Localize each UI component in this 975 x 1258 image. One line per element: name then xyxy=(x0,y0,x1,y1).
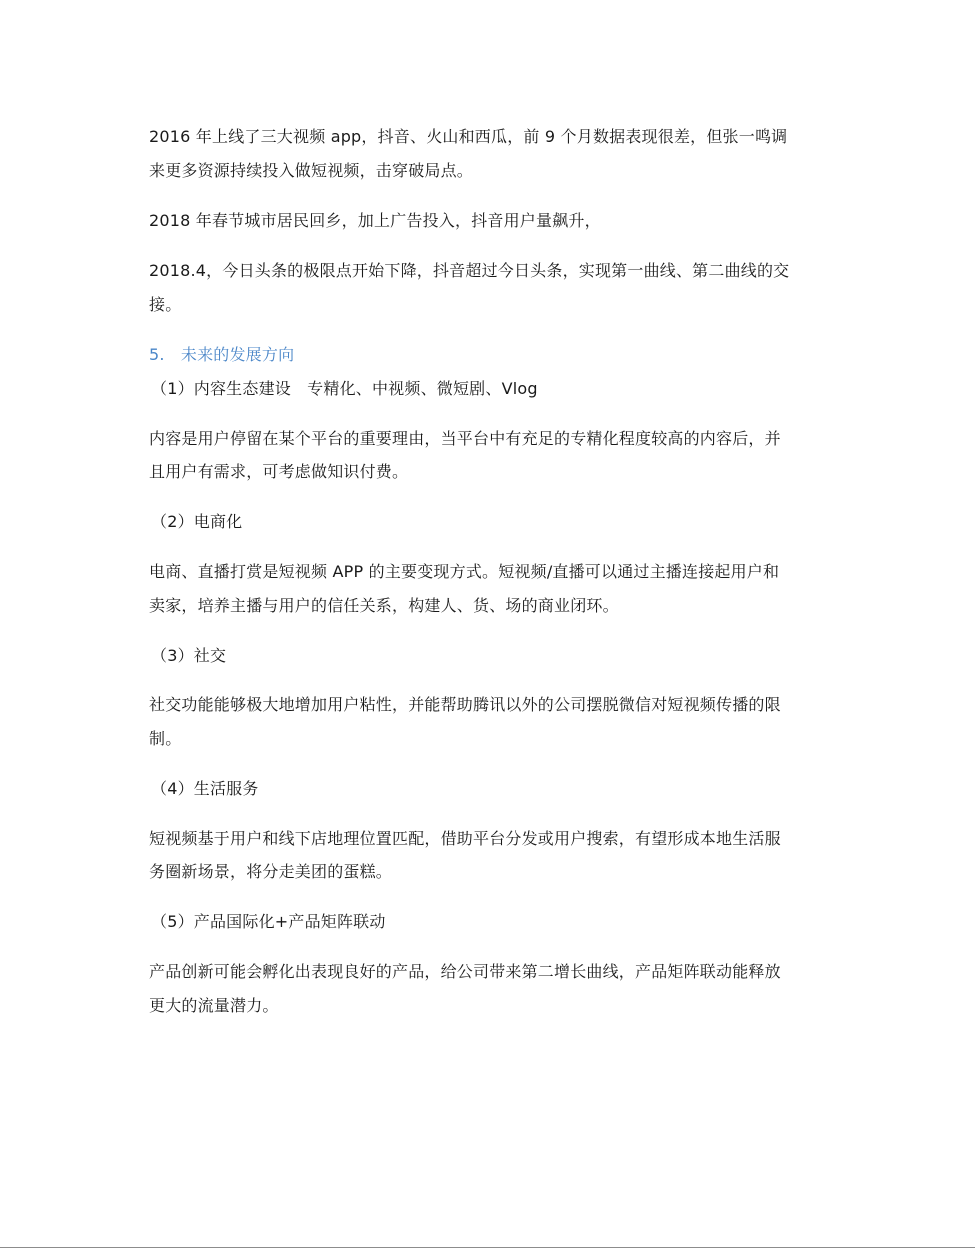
paragraph-line: 电商、直播打赏是短视频 APP 的主要变现方式。短视频/直播可以通过主播连接起用户和 xyxy=(149,562,780,581)
paragraph-line: 2018.4，今日头条的极限点开始下降，抖音超过今日头条，实现第一曲线、第二曲线的交 xyxy=(149,261,790,280)
paragraph-line: 短视频基于用户和线下店地理位置匹配，借助平台分发或用户搜索，有望形成本地生活服 xyxy=(149,829,781,848)
paragraph-line: 制。 xyxy=(149,729,182,748)
paragraph-line: 内容是用户停留在某个平台的重要理由，当平台中有充足的专精化程度较高的内容后，并 xyxy=(149,429,781,448)
paragraph-line: 接。 xyxy=(149,295,182,314)
paragraph-line: 且用户有需求，可考虑做知识付费。 xyxy=(149,462,409,481)
paragraph-line: 卖家，培养主播与用户的信任关系，构建人、货、场的商业闭环。 xyxy=(149,596,619,615)
paragraph-line: 更大的流量潜力。 xyxy=(149,996,279,1015)
paragraph-line: 产品创新可能会孵化出表现良好的产品，给公司带来第二增长曲线，产品矩阵联动能释放 xyxy=(149,962,781,981)
subsection-title: （3）社交 xyxy=(151,646,227,665)
subsection-title: （2）电商化 xyxy=(151,512,243,531)
subsection-title: （5）产品国际化+产品矩阵联动 xyxy=(151,912,386,931)
paragraph-line: 2016 年上线了三大视频 app，抖音、火山和西瓜，前 9 个月数据表现很差，但张一鸣调 xyxy=(149,127,788,146)
paragraph-line: 来更多资源持续投入做短视频，击穿破局点。 xyxy=(149,161,474,180)
subsection-title: （1）内容生态建设 专精化、中视频、微短剧、Vlog xyxy=(151,379,538,398)
paragraph-line: 社交功能能够极大地增加用户粘性，并能帮助腾讯以外的公司摆脱微信对短视频传播的限 xyxy=(149,695,781,714)
subsection-title: （4）生活服务 xyxy=(151,779,259,798)
section-heading: 5. 未来的发展方向 xyxy=(149,345,295,364)
paragraph-line: 2018 年春节城市居民回乡，加上广告投入，抖音用户量飙升， xyxy=(149,211,601,230)
page-bottom-divider xyxy=(0,1247,975,1248)
paragraph-line: 务圈新场景，将分走美团的蛋糕。 xyxy=(149,862,393,881)
